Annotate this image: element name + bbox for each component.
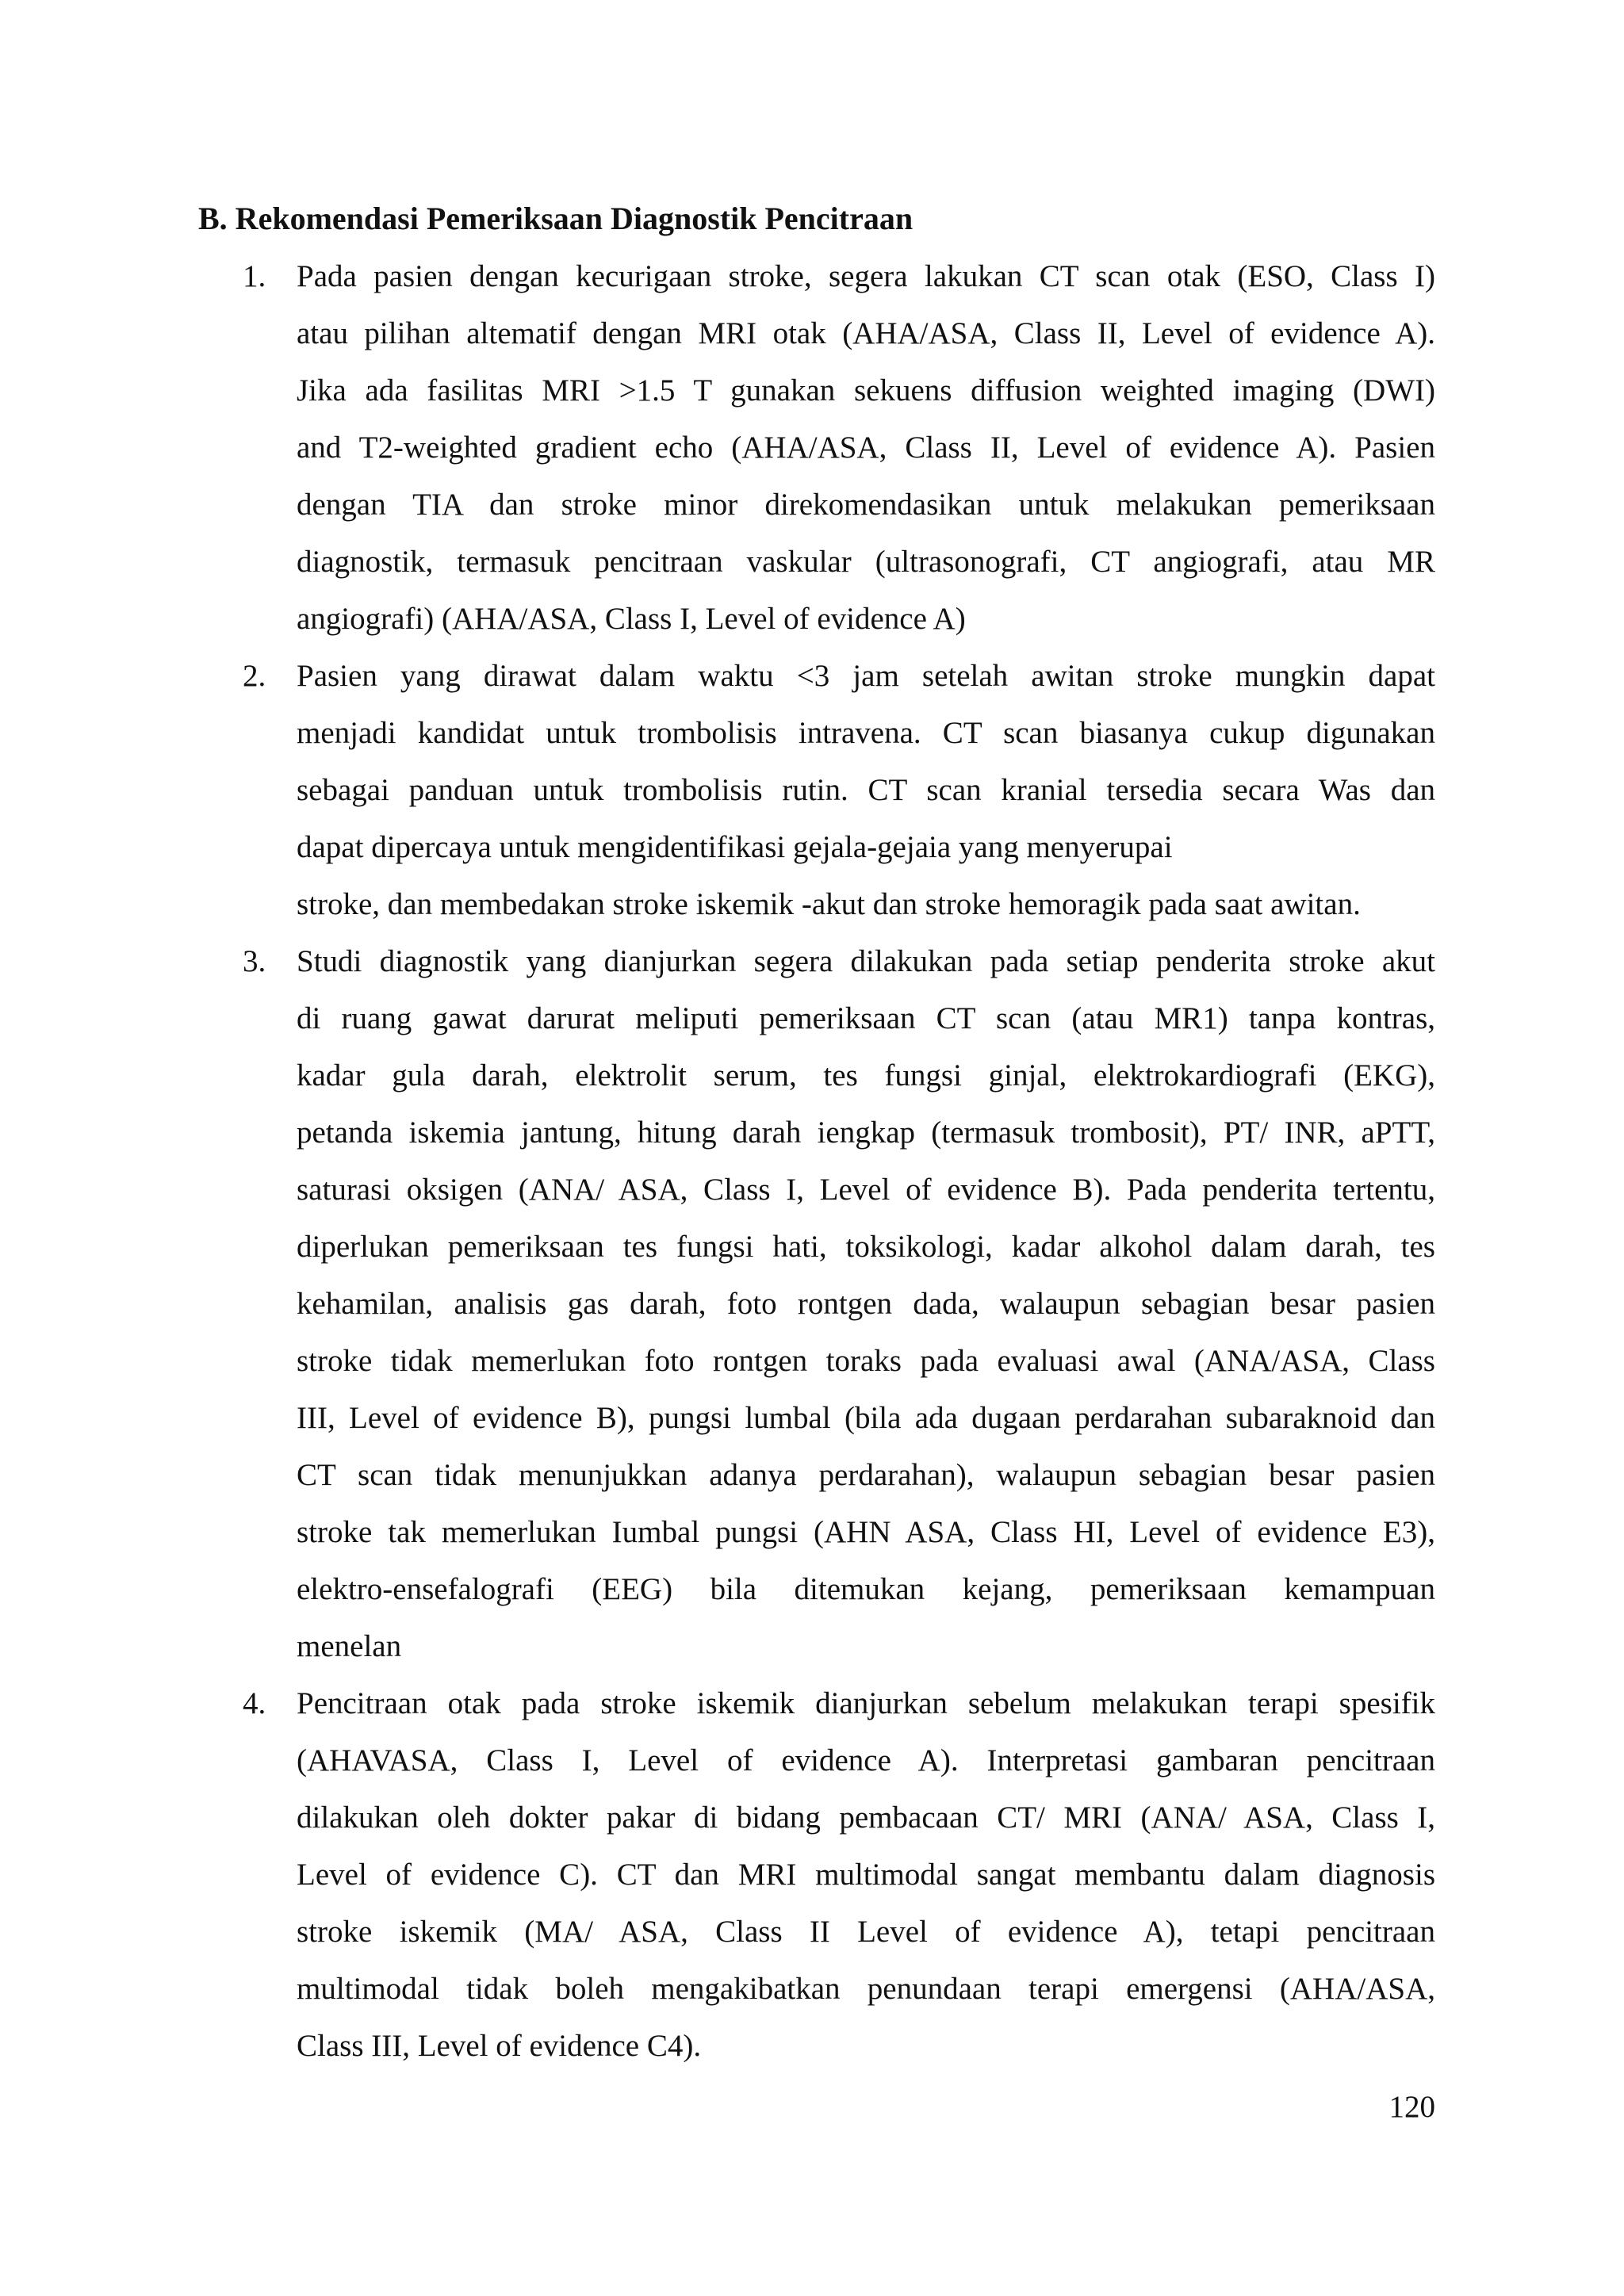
paragraph-line: dengan TIA dan stroke minor direkomendasikan untuk melakukan pemeriksaan (297, 488, 1435, 522)
paragraph-line: III, Level of evidence B), pungsi lumbal (bila ada dugaan perdarahan subaraknoid dan (297, 1401, 1435, 1435)
paragraph-line: Pada pasien dengan kecurigaan stroke, segera lakukan CT scan otak (ESO, Class I) (297, 259, 1435, 293)
paragraph-line: Studi diagnostik yang dianjurkan segera dilakukan pada setiap penderita stroke akut (297, 944, 1435, 978)
paragraph-line: stroke iskemik (MA/ ASA, Class II Level of evidence A), tetapi pencitraan (297, 1915, 1435, 1949)
paragraph-line: menelan (297, 1629, 402, 1663)
paragraph-line: and T2-weighted gradient echo (AHA/ASA, Class II, Level of evidence A). Pasien (297, 430, 1435, 465)
list-item-number: 3. (243, 944, 266, 978)
paragraph-line: diperlukan pemeriksaan tes fungsi hati, toksikologi, kadar alkohol dalam darah, tes (297, 1230, 1435, 1264)
paragraph-line: stroke tidak memerlukan foto rontgen toraks pada evaluasi awal (ANA/ASA, Class (297, 1344, 1435, 1378)
page-number: 120 (1388, 2090, 1435, 2124)
paragraph-line: dapat dipercaya untuk mengidentifikasi gejala-gejaia yang menyerupai (297, 830, 1173, 864)
section-heading: B. Rekomendasi Pemeriksaan Diagnostik Pencitraan (198, 201, 914, 236)
paragraph-line: elektro-ensefalografi (EEG) bila ditemukan kejang, pemeriksaan kemampuan (297, 1572, 1435, 1606)
paragraph-line: saturasi oksigen (ANA/ ASA, Class I, Level of evidence B). Pada penderita tertentu, (297, 1173, 1435, 1207)
paragraph-line: (AHAVASA, Class I, Level of evidence A). Interpretasi gambaran pencitraan (297, 1743, 1435, 1777)
paragraph-line: Pencitraan otak pada stroke iskemik dianjurkan sebelum melakukan terapi spesifik (297, 1686, 1435, 1720)
paragraph-line: dilakukan oleh dokter pakar di bidang pembacaan CT/ MRI (ANA/ ASA, Class I, (297, 1800, 1435, 1835)
paragraph-line: menjadi kandidat untuk trombolisis intravena. CT scan biasanya cukup digunakan (297, 716, 1435, 750)
paragraph-line: Pasien yang dirawat dalam waktu <3 jam setelah awitan stroke mungkin dapat (297, 659, 1435, 693)
list-item-number: 4. (243, 1686, 266, 1720)
paragraph-line: stroke, dan membedakan stroke iskemik -akut dan stroke hemoragik pada saat awitan. (297, 887, 1361, 921)
paragraph-line: multimodal tidak boleh mengakibatkan penundaan terapi emergensi (AHA/ASA, (297, 1972, 1435, 2006)
list-item-number: 1. (243, 259, 266, 293)
paragraph-line: kadar gula darah, elektrolit serum, tes fungsi ginjal, elektrokardiografi (EKG), (297, 1058, 1435, 1093)
paragraph-line: stroke tak memerlukan Iumbal pungsi (AHN ASA, Class HI, Level of evidence E3), (297, 1515, 1435, 1549)
paragraph-line: angiografi) (AHA/ASA, Class I, Level of evidence A) (297, 602, 966, 636)
paragraph-line: Jika ada fasilitas MRI >1.5 T gunakan sekuens diffusion weighted imaging (DWI) (297, 373, 1435, 408)
paragraph-line: petanda iskemia jantung, hitung darah iengkap (termasuk trombosit), PT/ INR, aPTT, (297, 1115, 1435, 1150)
paragraph-line: di ruang gawat darurat meliputi pemeriksaan CT scan (atau MR1) tanpa kontras, (297, 1001, 1435, 1035)
list-item-number: 2. (243, 659, 266, 693)
paragraph-line: Class III, Level of evidence C4). (297, 2029, 702, 2063)
paragraph-line: sebagai panduan untuk trombolisis rutin. CT scan kranial tersedia secara Was dan (297, 773, 1435, 807)
paragraph-line: Level of evidence C). CT dan MRI multimodal sangat membantu dalam diagnosis (297, 1858, 1435, 1892)
paragraph-line: kehamilan, analisis gas darah, foto rontgen dada, walaupun sebagian besar pasien (297, 1287, 1435, 1321)
paragraph-line: diagnostik, termasuk pencitraan vaskular (ultrasonografi, CT angiografi, atau MR (297, 545, 1435, 579)
paragraph-line: CT scan tidak menunjukkan adanya perdarahan), walaupun sebagian besar pasien (297, 1458, 1435, 1492)
paragraph-line: atau pilihan altematif dengan MRI otak (AHA/ASA, Class II, Level of evidence A). (297, 316, 1435, 350)
